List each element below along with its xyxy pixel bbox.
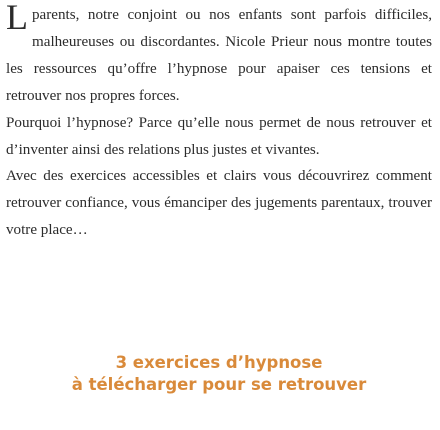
intro-paragraph: [6, 2, 432, 110]
back-cover-page: [6, 0, 432, 430]
intro-paragraph-text: parents, notre conjoint ou nos enfants sont parfois difficiles, malheureuses ou discordantes. Nicole Prieur nous montre toutes les ressources qu’offre l’hypnose pour apaiser ces tensions et retrouver nos propres forces.: [6, 7, 432, 104]
description-text: [6, 2, 432, 244]
drop-cap: L: [6, 3, 28, 29]
why-hypnosis-paragraph: Pourquoi l’hypnose? Parce qu’elle nous permet de nous retrouver et d’inventer ainsi des relations plus justes et vivantes.: [6, 114, 432, 158]
exercises-paragraph: Avec des exercices accessibles et clairs vous découvrirez comment retrouver confiance, vous émanciper des jugements parentaux, trouver votre place…: [6, 168, 432, 239]
download-promo: [6, 352, 432, 396]
promo-subtitle: à télécharger pour se retrouver: [71, 375, 367, 394]
promo-title: 3 exercices d’hypnose: [115, 353, 323, 372]
